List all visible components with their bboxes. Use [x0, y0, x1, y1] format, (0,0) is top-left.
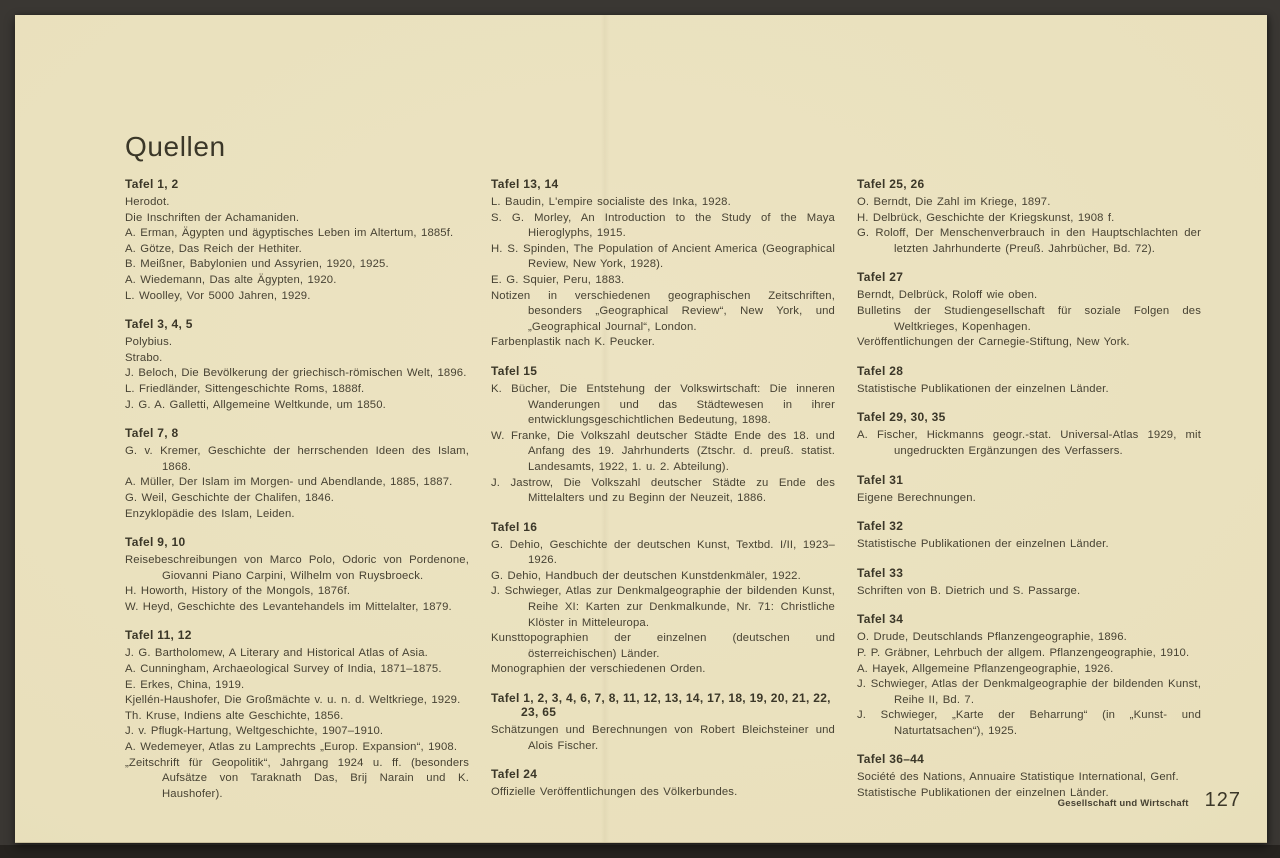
tafel-section	[125, 628, 469, 802]
tafel-section	[857, 270, 1201, 350]
tafel-section	[857, 566, 1201, 600]
bibliography-entry: A. Cunningham, Archaeological Survey of India, 1871–1875.	[125, 663, 442, 676]
bibliography-entry: Herodot.	[125, 196, 170, 208]
section-heading: Tafel 3, 4, 5	[125, 317, 193, 332]
bibliography-entry: Kunsttopographien der einzelnen (deutschen und österreichischen) Länder.	[491, 632, 835, 660]
bibliography-entry: P. P. Gräbner, Lehrbuch der allgem. Pflanzengeographie, 1910.	[857, 646, 1190, 659]
tafel-section	[125, 177, 469, 304]
tafel-section	[491, 691, 835, 754]
bibliography-entry: H. Delbrück, Geschichte der Kriegskunst, 1908 f.	[857, 211, 1115, 224]
column-1	[125, 177, 469, 802]
bibliography-entry: Veröffentlichungen der Carnegie-Stiftung, New York.	[857, 336, 1130, 349]
tafel-section	[491, 177, 835, 351]
tafel-section	[491, 767, 835, 801]
bibliography-entry: E. G. Squier, Peru, 1883.	[491, 273, 625, 286]
tafel-section	[857, 519, 1201, 553]
section-heading: Tafel 1, 2	[125, 177, 179, 191]
column-2	[491, 177, 835, 802]
bibliography-entry: A. Hayek, Allgemeine Pflanzengeographie, 1926.	[857, 662, 1114, 675]
bibliography-entry: Die Inschriften der Achamaniden.	[125, 211, 300, 224]
bibliography-entry: J. Jastrow, Die Volkszahl deutscher Städte zu Ende des Mittelalters und zu Beginn der Neuzeit, 1886.	[491, 476, 835, 505]
page-title: Quellen	[125, 131, 226, 162]
bibliography-entry: „Zeitschrift für Geopolitik“, Jahrgang 1924 u. ff. (besonders Aufsätze von Taraknath Das, Brij Narain und K. Haushofer).	[125, 756, 469, 800]
bibliography-entry: J. G. A. Galletti, Allgemeine Weltkunde, um 1850.	[125, 398, 386, 411]
bibliography-entry: Notizen in verschiedenen geographischen Zeitschriften, besonders „Geographical Review“, New York, und „Geographical Journal“, London.	[491, 289, 835, 333]
columns-container	[125, 177, 1217, 802]
bibliography-entry: Bulletins der Studiengesellschaft für soziale Folgen des Weltkrieges, Kopenhagen.	[857, 304, 1201, 333]
section-heading: Tafel 36–44	[857, 752, 925, 767]
book-page	[15, 15, 1267, 843]
bibliography-entry: Société des Nations, Annuaire Statistique International, Genf.	[857, 771, 1179, 784]
tafel-section	[491, 520, 835, 678]
bibliography-entry: J. v. Pflugk-Hartung, Weltgeschichte, 1907–1910.	[125, 725, 384, 738]
bibliography-entry: A. Götze, Das Reich der Hethiter.	[125, 242, 302, 255]
bibliography-entry: L. Friedländer, Sittengeschichte Roms, 1888f.	[125, 382, 365, 395]
bibliography-entry: Schätzungen und Berechnungen von Robert Bleichsteiner und Alois Fischer.	[491, 724, 835, 752]
tafel-section	[125, 426, 469, 522]
bibliography-entry: G. Roloff, Der Menschenverbrauch in den Hauptschlachten der letzten Jahrhunderte (Preuß. Jahrbücher, Bd. 72).	[857, 227, 1201, 255]
bibliography-entry: Schriften von B. Dietrich und S. Passarge.	[857, 584, 1081, 597]
bibliography-entry: Statistische Publikationen der einzelnen Länder.	[857, 538, 1109, 551]
bibliography-entry: A. Wiedemann, Das alte Ägypten, 1920.	[125, 273, 337, 286]
bibliography-entry: Offizielle Veröffentlichungen des Völkerbundes.	[491, 786, 738, 799]
bibliography-entry: K. Bücher, Die Entstehung der Volkswirtschaft: Die inneren Wanderungen und das Städtewesen in ihrer entwicklungsgeschichtlichen Bedeutung, 1898.	[491, 382, 835, 427]
bibliography-entry: B. Meißner, Babylonien und Assyrien, 1920, 1925.	[125, 258, 389, 271]
section-heading: Tafel 16	[491, 519, 538, 534]
bibliography-entry: Statistische Publikationen der einzelnen Länder.	[857, 382, 1109, 395]
bibliography-entry: L. Woolley, Vor 5000 Jahren, 1929.	[125, 289, 311, 302]
bibliography-entry: J. Schwieger, Atlas zur Denkmalgeographie der bildenden Kunst, Reihe XI: Karten zur Denkmalkunde, Nr. 71: Christliche Klöster in Mitteleuropa.	[491, 585, 835, 629]
tafel-section	[125, 317, 469, 413]
bibliography-entry: Eigene Berechnungen.	[857, 491, 976, 504]
bibliography-entry: J. G. Bartholomew, A Literary and Historical Atlas of Asia.	[125, 647, 428, 660]
bibliography-entry: Farbenplastik nach K. Peucker.	[491, 336, 655, 349]
bibliography-entry: H. S. Spinden, The Population of Ancient America (Geographical Review, New York, 1928).	[491, 242, 835, 271]
bibliography-entry: Statistische Publikationen der einzelnen Länder.	[857, 787, 1109, 800]
bibliography-entry: Reisebeschreibungen von Marco Polo, Odoric von Pordenone, Giovanni Piano Carpini, Wilhelm von Ruysbroeck.	[125, 554, 469, 582]
bibliography-entry: G. Dehio, Handbuch der deutschen Kunstdenkmäler, 1922.	[491, 569, 801, 582]
bibliography-entry: O. Berndt, Die Zahl im Kriege, 1897.	[857, 196, 1051, 208]
bibliography-entry: G. Dehio, Geschichte der deutschen Kunst, Textbd. I/II, 1923–1926.	[491, 538, 835, 567]
section-heading: Tafel 9, 10	[125, 535, 186, 550]
tafel-section	[857, 364, 1201, 398]
column-3	[857, 177, 1201, 802]
footer-caption: Gesellschaft und Wirtschaft	[1057, 798, 1189, 809]
bibliography-entry: G. Weil, Geschichte der Chalifen, 1846.	[125, 491, 335, 504]
tafel-section	[857, 410, 1201, 459]
bibliography-entry: Th. Kruse, Indiens alte Geschichte, 1856.	[125, 709, 344, 722]
section-heading: Tafel 31	[857, 472, 904, 487]
section-heading: Tafel 11, 12	[125, 628, 192, 643]
page-number: 127	[1204, 789, 1241, 811]
bibliography-entry: O. Drude, Deutschlands Pflanzengeographie, 1896.	[857, 631, 1127, 644]
bibliography-entry: J. Schwieger, Atlas der Denkmalgeographie der bildenden Kunst, Reihe II, Bd. 7.	[857, 678, 1201, 706]
bibliography-entry: Enzyklopädie des Islam, Leiden.	[125, 507, 295, 520]
section-heading: Tafel 1, 2, 3, 4, 6, 7, 8, 11, 12, 13, 14, 17, 18, 19, 20, 21, 22, 23, 65	[491, 691, 831, 720]
section-heading: Tafel 25, 26	[857, 177, 925, 191]
tafel-section	[857, 177, 1201, 257]
bibliography-entry: H. Howorth, History of the Mongols, 1876f.	[125, 585, 351, 598]
section-heading: Tafel 13, 14	[491, 177, 559, 191]
page-content	[15, 15, 1267, 802]
tafel-section	[125, 535, 469, 615]
bibliography-entry: G. v. Kremer, Geschichte der herrschenden Ideen des Islam, 1868.	[125, 445, 469, 473]
section-heading: Tafel 7, 8	[125, 426, 179, 441]
section-heading: Tafel 29, 30, 35	[857, 410, 946, 425]
bibliography-entry: A. Fischer, Hickmanns geogr.-stat. Universal-Atlas 1929, mit ungedruckten Ergänzungen des Verfassers.	[857, 429, 1201, 457]
bibliography-entry: L. Baudin, L'empire socialiste des Inka, 1928.	[491, 196, 731, 208]
section-heading: Tafel 27	[857, 270, 904, 285]
bibliography-entry: W. Franke, Die Volkszahl deutscher Städte Ende des 18. und Anfang des 19. Jahrhunderts (Ztschr. d. preuß. statist. Landesamts, 1922, 1. u. 2. Abteilung).	[491, 429, 835, 473]
bibliography-entry: A. Müller, Der Islam im Morgen- und Abendlande, 1885, 1887.	[125, 476, 453, 489]
bibliography-entry: J. Schwieger, „Karte der Beharrung“ (in „Kunst- und Naturtatsachen“), 1925.	[857, 709, 1201, 737]
bibliography-entry: W. Heyd, Geschichte des Levantehandels im Mittelalter, 1879.	[125, 600, 452, 613]
section-heading: Tafel 15	[491, 363, 538, 378]
tafel-section	[857, 473, 1201, 507]
bibliography-entry: E. Erkes, China, 1919.	[125, 678, 245, 691]
page-footer	[1058, 789, 1241, 812]
bibliography-entry: Strabo.	[125, 351, 163, 364]
bibliography-entry: Kjellén-Haushofer, Die Großmächte v. u. n. d. Weltkriege, 1929.	[125, 694, 461, 707]
tafel-section	[491, 364, 835, 507]
bibliography-entry: A. Erman, Ägypten und ägyptisches Leben im Altertum, 1885f.	[125, 227, 454, 240]
bibliography-entry: J. Beloch, Die Bevölkerung der griechisch-römischen Welt, 1896.	[125, 367, 467, 380]
bibliography-entry: Monographien der verschiedenen Orden.	[491, 663, 706, 676]
bibliography-entry: S. G. Morley, An Introduction to the Study of the Maya Hieroglyphs, 1915.	[491, 211, 835, 240]
bibliography-entry: A. Wedemeyer, Atlas zu Lamprechts „Europ. Expansion“, 1908.	[125, 741, 458, 754]
bibliography-entry: Polybius.	[125, 336, 173, 349]
section-heading: Tafel 28	[857, 363, 904, 378]
section-heading: Tafel 24	[491, 767, 538, 782]
section-heading: Tafel 34	[857, 612, 904, 627]
bibliography-entry: Berndt, Delbrück, Roloff wie oben.	[857, 289, 1038, 302]
section-heading: Tafel 33	[857, 565, 904, 580]
tafel-section	[857, 612, 1201, 739]
section-heading: Tafel 32	[857, 519, 904, 534]
